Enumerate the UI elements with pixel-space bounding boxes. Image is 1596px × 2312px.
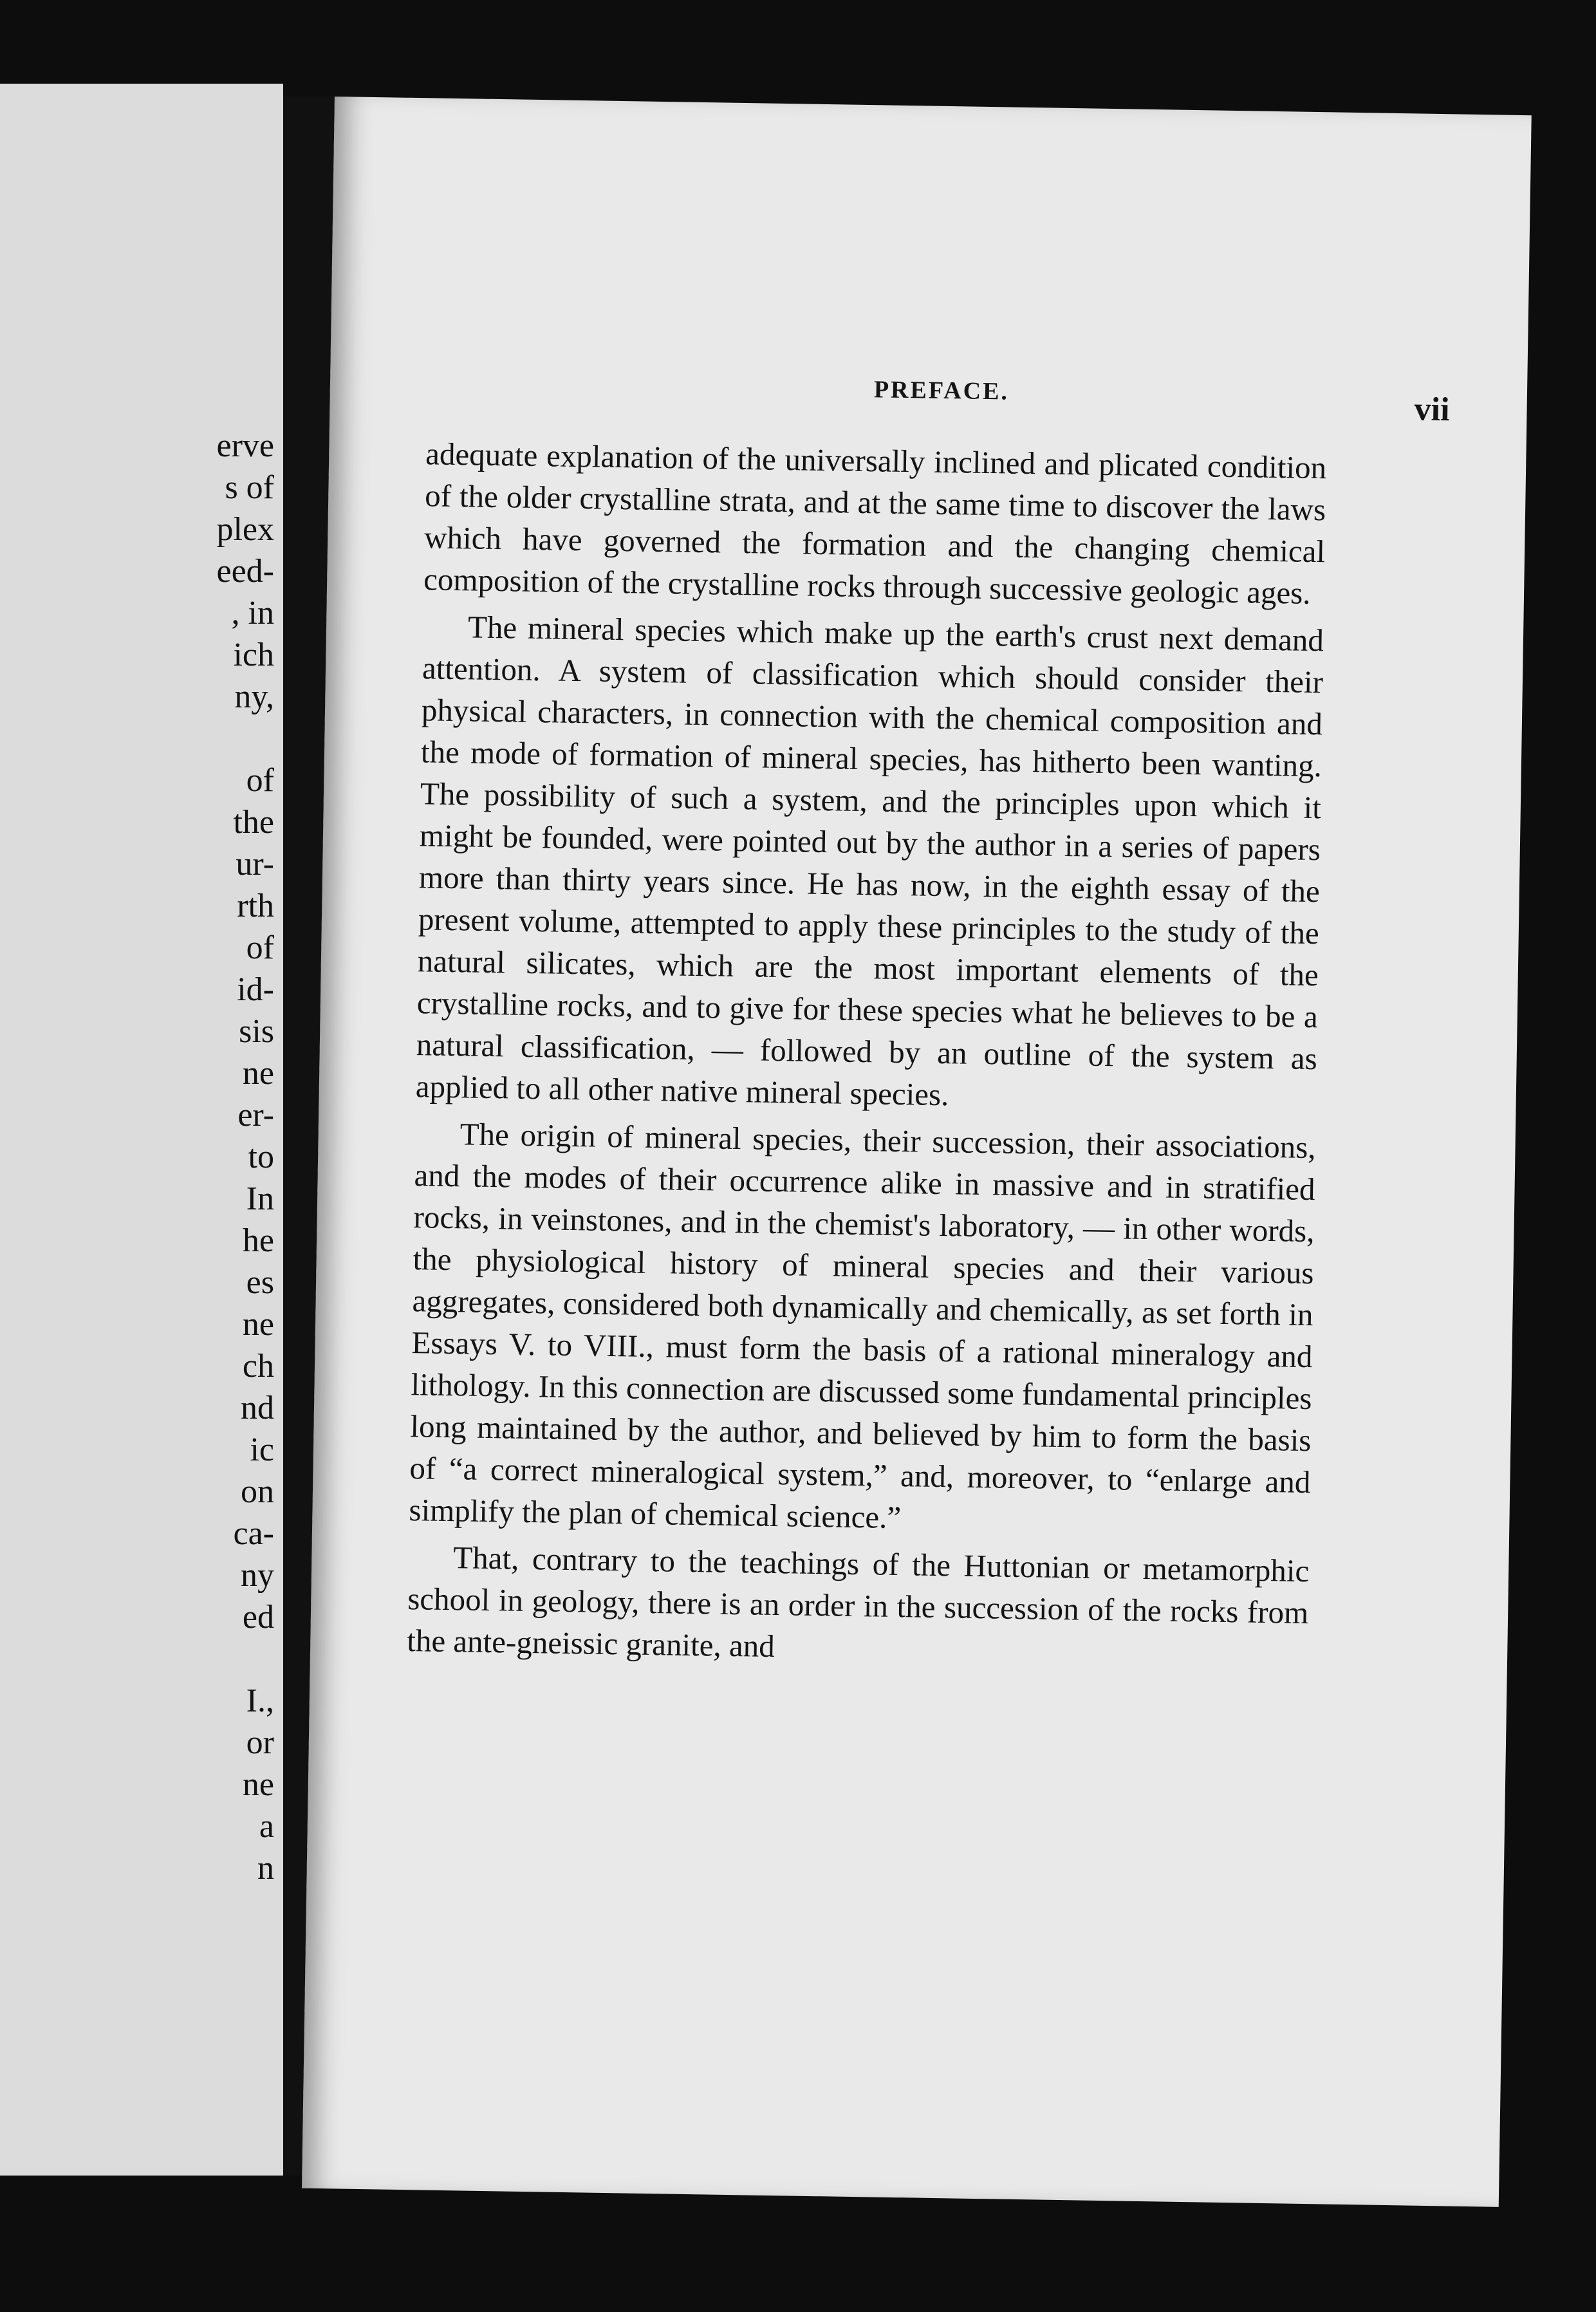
left-page-line: a: [259, 1808, 274, 1845]
left-page-line: the: [233, 804, 274, 841]
paragraph: The origin of mineral species, their succession, their associations, and the modes of their occurrence alike in massive and in stratified rocks, in veinstones, and in the chemist's laboratory, — in other words, the physiological history of mineral species and their various aggregates, considered both dynamically and chemically, as set forth in Essays V. to VIII., must form the basis of a rational mineralogy and lithology. In this connection are discussed some fundamental principles long maintained by the author, and believed by him to form the basis of “a correct mineralogical system,” and, moreover, to “enlarge and simplify the plan of chemical science.”: [409, 1116, 1316, 1536]
left-page-line: n: [257, 1850, 274, 1887]
paragraph: That, contrary to the teachings of the Huttonian or metamorphic school in geology, there is an order in the succession of the rocks from the ante-gneissic granite, and: [406, 1540, 1310, 1664]
left-page-line: ic: [250, 1431, 274, 1468]
left-page-line: , in: [231, 595, 274, 631]
page-number: vii: [1414, 391, 1451, 429]
left-page-line: plex: [216, 511, 274, 548]
left-page-line: of: [246, 762, 274, 799]
left-page-line: ur-: [236, 846, 274, 882]
left-page-line: eed-: [216, 553, 274, 590]
left-page-line: ca-: [233, 1515, 274, 1552]
left-page-line: ne: [242, 1306, 274, 1343]
left-page-line: ch: [242, 1348, 274, 1384]
left-page-line: he: [242, 1222, 274, 1259]
left-page-line: er-: [237, 1097, 274, 1133]
left-page-line: ny: [241, 1557, 274, 1594]
left-page-line: nd: [241, 1390, 274, 1426]
left-page-line: sis: [239, 1013, 274, 1050]
left-facing-page: [0, 84, 283, 2176]
paragraph: adequate explanation of the universally inclined and plicated condition of the older crystalline strata, and at the same time to discover the laws which have governed the formation and the changing chemical composition of the crystalline rocks through successive geologic ages.: [423, 436, 1327, 611]
left-page-line: to: [248, 1139, 274, 1175]
running-title: PREFACE.: [873, 376, 1010, 406]
right-page: [302, 97, 1532, 2207]
left-page-line: In: [246, 1180, 274, 1217]
left-page-line: ed: [242, 1599, 274, 1636]
left-page-line: erve: [216, 427, 274, 464]
left-page-line: I.,: [246, 1683, 274, 1719]
left-page-line: s of: [225, 469, 274, 506]
left-page-line: or: [246, 1724, 274, 1761]
left-page-line: id-: [237, 971, 274, 1008]
left-page-line: ne: [242, 1766, 274, 1803]
left-page-line: of: [246, 929, 274, 966]
left-page-line: ich: [233, 637, 274, 673]
paragraph: The mineral species which make up the earth's crust next demand attention. A system of classification which should consider their physical characters, in connection with the chemical composition and the mode of formation of mineral species, has hitherto been wanting. The possibility of such a system, and the principles upon which it might be founded, were pointed out by the author in a series of papers more than thirty years since. He has now, in the eighth essay of the present volume, attempted to apply these principles to the study of the natural silicates, which are the most important elements of the crystalline rocks, and to give for these species what he believes to be a natural classification, — followed by an outline of the system as applied to all other native mineral species.: [415, 609, 1324, 1113]
left-page-line: ny,: [234, 678, 274, 715]
body-text: [407, 433, 1327, 1675]
left-page-line: rth: [237, 888, 274, 924]
left-page-text-column: [216, 425, 274, 1889]
page-header: [432, 368, 1450, 436]
left-page-line-gap: [216, 1638, 274, 1680]
left-page-line: ne: [242, 1055, 274, 1092]
left-page-line: es: [246, 1264, 274, 1301]
left-page-line: on: [241, 1473, 274, 1510]
left-page-line-gap: [216, 718, 274, 760]
